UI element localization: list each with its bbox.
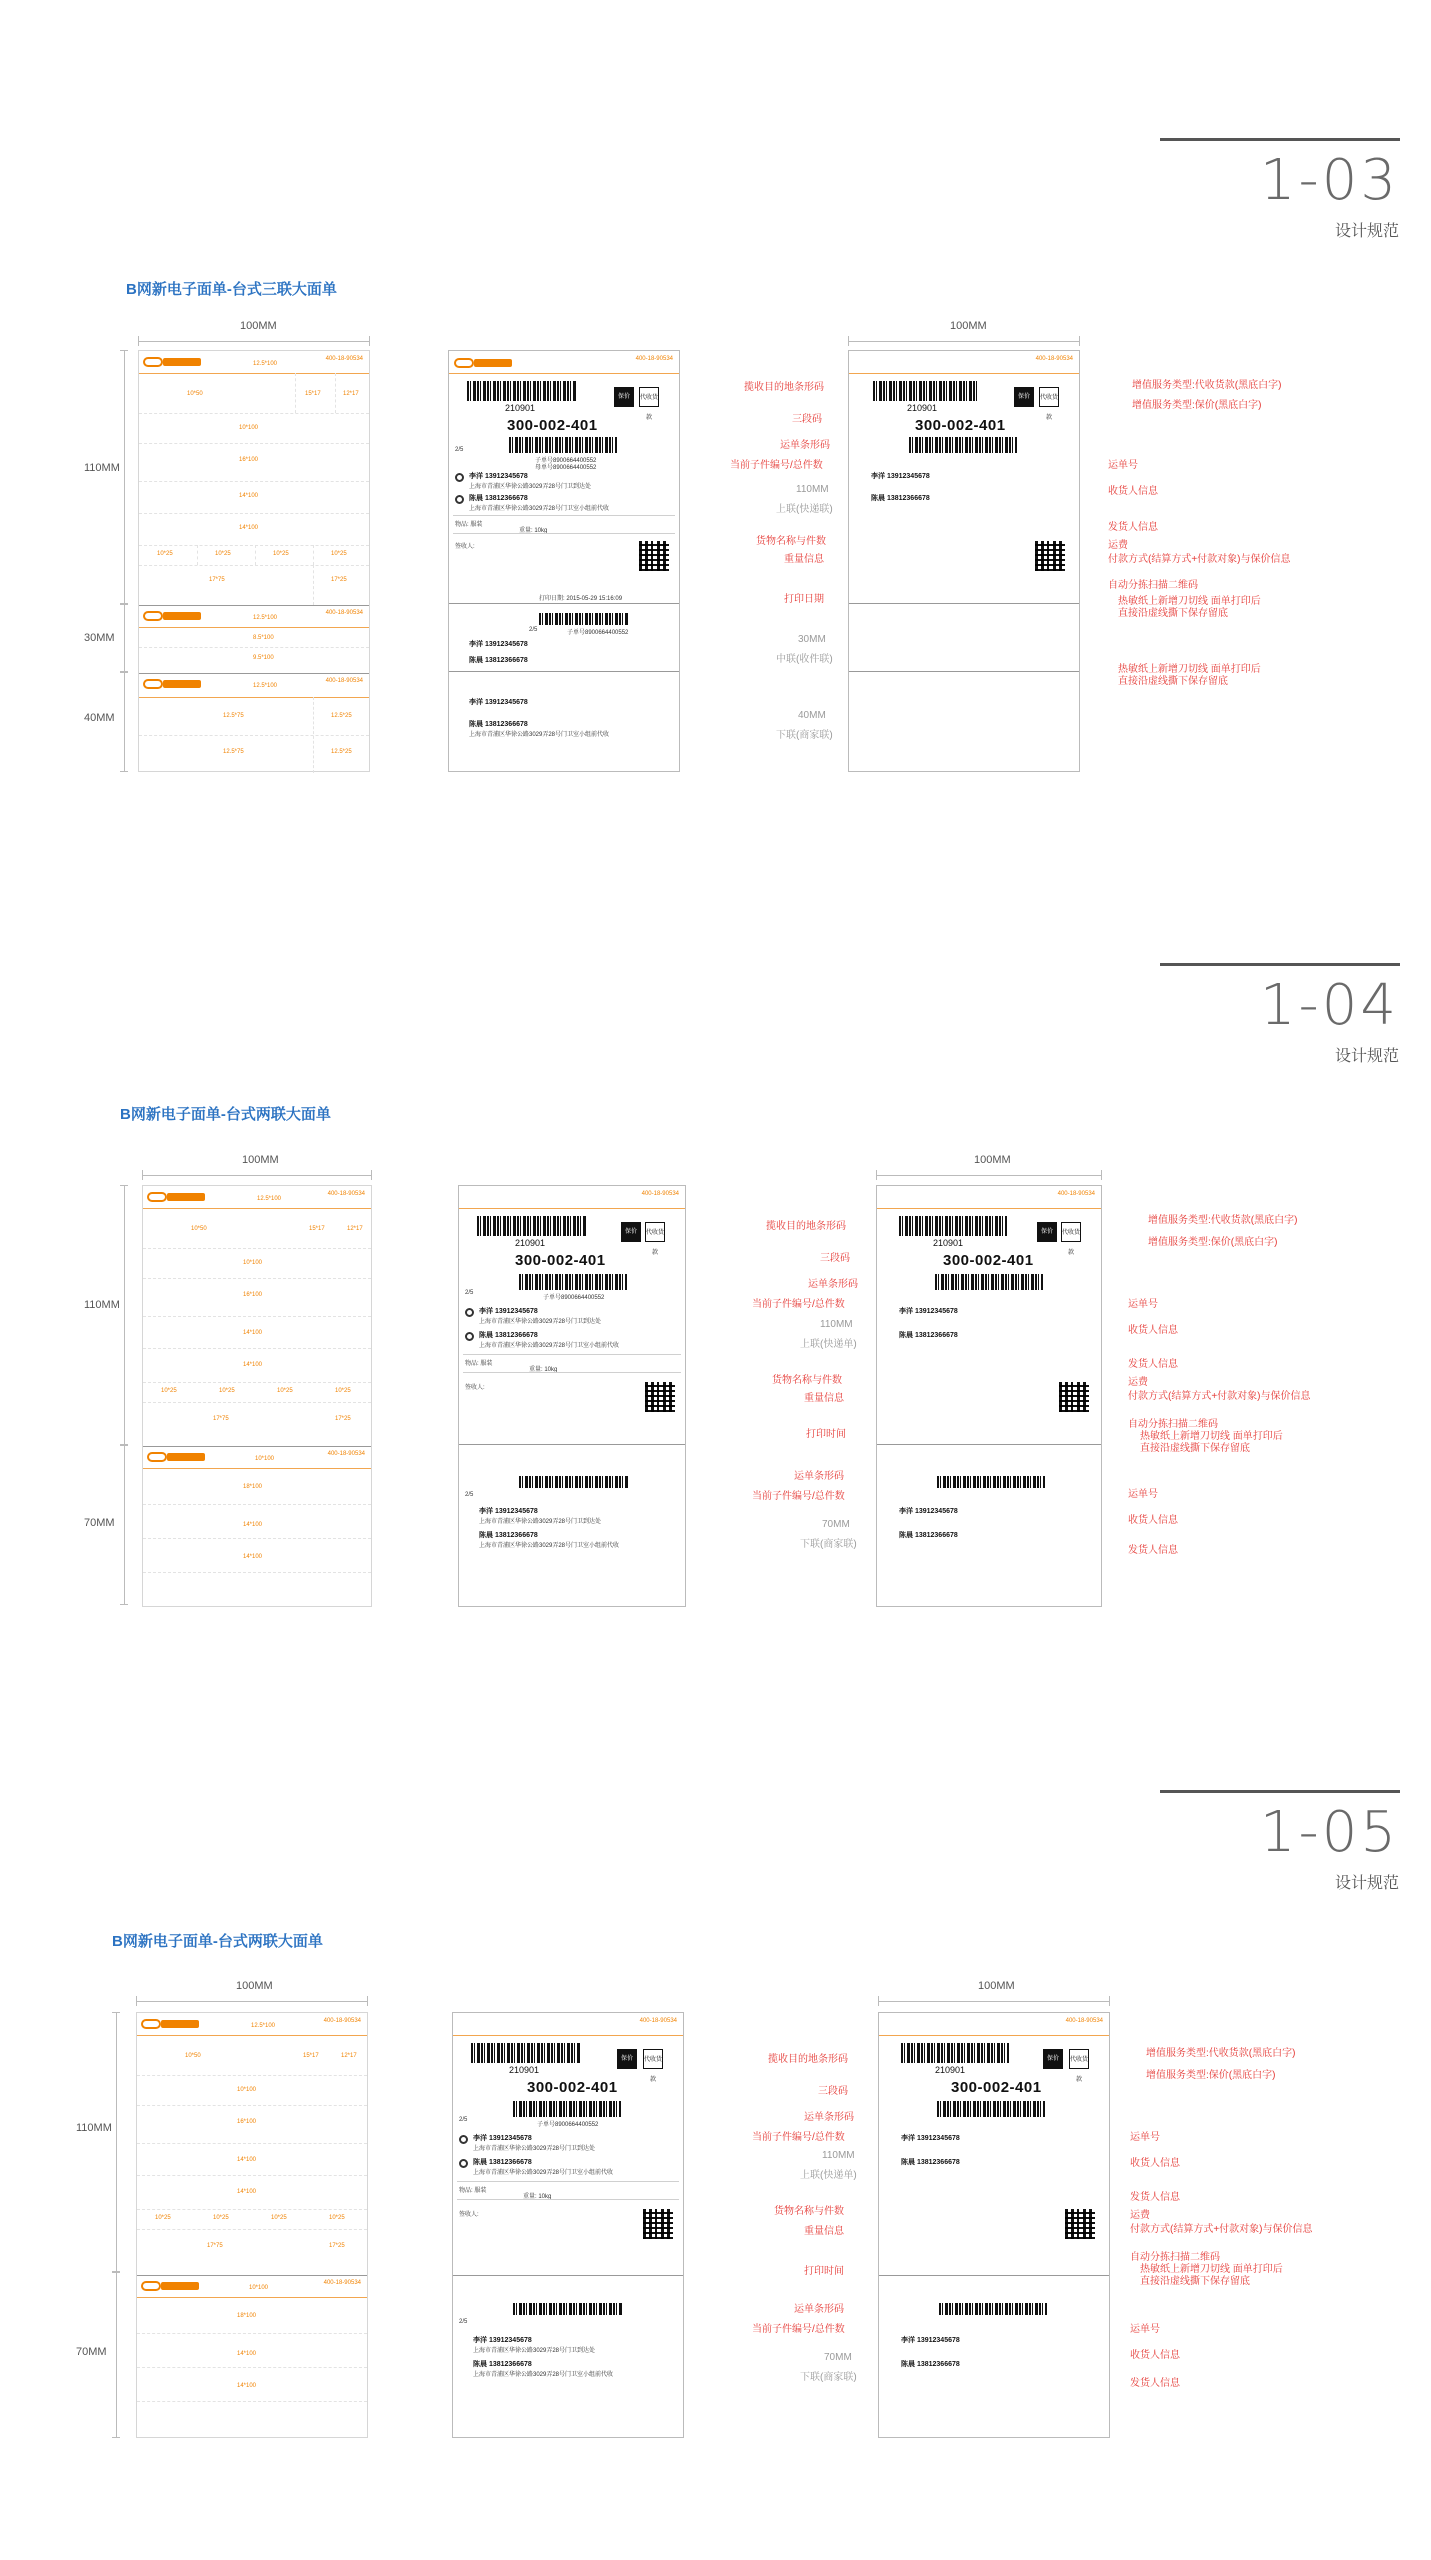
waybill-sub: 子单号8900664400552 xyxy=(535,458,597,464)
annotation-right: 运单号 xyxy=(1108,460,1138,471)
spec-cell: 10*25 xyxy=(273,551,289,557)
annotation-right: 付款方式(结算方式+付款对象)与保价信息 xyxy=(1108,554,1291,565)
sender-name: 陈晨 13812366678 xyxy=(469,657,528,664)
spec-cell: 17*75 xyxy=(209,577,225,583)
destination-code: 210901 xyxy=(505,403,536,413)
waybill-sub: 子单号8900664400552 xyxy=(567,630,629,636)
part-label: 中联(收件联) xyxy=(776,654,833,665)
spec-cell: 12*17 xyxy=(343,391,359,397)
section-number: 1-05 xyxy=(1259,1800,1399,1865)
cod-tag: 代收货款 xyxy=(639,387,659,407)
width-label: 100MM xyxy=(950,320,987,332)
receiver-name: 李洋 13912345678 xyxy=(469,641,528,648)
width-dimension xyxy=(138,336,370,346)
height-dimension-1 xyxy=(120,350,128,604)
spec-cell: 14*100 xyxy=(239,525,259,531)
sender-name: 陈晨 13812366678 xyxy=(469,721,528,728)
annotation-right: 收货人信息 xyxy=(1108,486,1158,497)
annotation-left: 打印日期 xyxy=(784,594,824,605)
height-label-2: 70MM xyxy=(84,1517,115,1529)
part-label: 110MM xyxy=(796,484,829,495)
spec-cell: 12.5*25 xyxy=(331,749,352,755)
section-subtitle: 设计规范 xyxy=(1334,223,1399,240)
hotline: 400-18-90534 xyxy=(635,356,673,362)
print-date: 打印日期: 2015-05-29 15:16:09 xyxy=(539,596,623,602)
section-1-04: 1-04 设计规范 B网新电子面单-台式两联大面单 100MM 110MM 70MM 400-18-90534 12.5*100 10*50 15*17 12*17 10*100 16*100 14*100 14*100 10*25 10*25 10*25 10*25 17*75 17*25 400-18-90534 10*100 18*100 14*100 14*100 400-18-90534 210901 保价 代收货款 300-002-401 2/5 子单号8900664400552 李洋 13912345678 上海市青浦区华徐公路3029弄28号门卫到达处 陈晨 13812366678 上海市青浦区华徐公路3029弄28号门卫室小组前代收 物品: 服装 重量: 10kg 签收人: 2/5 李洋 13912345678 上海市青浦区华徐公路3029弄28号门卫到达处 陈晨 13812366678 上海市青浦区华徐公路3029弄28号门卫室小组前代收 100MM 400-18-90534 210901 保价 代收货款 300-002-401 李洋 13912345678 陈晨 13812366678 李洋 13912345678 陈晨 13812366678 110MM 上联(快递单) 70MM 下联(商家联) 揽收目的地条形码 三段码 运单条形码 当前子件编号/总件数 货物名称与件数 重量信息 打印时间 运单条形码 当前子件编号/总件数 增值服务类型:代收货款(黑底白字) 增值服务类型:保价(黑底白字) 运单号 收货人信息 发货人信息 运费 付款方式(结算方式+付款对象)与保价信息 自动分拣扫描二维码 热敏纸上新增刀切线 面单打印后直接沿虚线撕下保存留底 运单号 收货人信息 发货人信息 xyxy=(0,825,1431,1655)
spec-cell: 12.5*75 xyxy=(223,713,244,719)
spec-cell: 10*25 xyxy=(331,551,347,557)
spec-cell: 8.5*100 xyxy=(253,635,274,641)
annotation-left: 三段码 xyxy=(792,414,822,425)
insured-tag: 保价 xyxy=(614,387,634,407)
height-label-2: 30MM xyxy=(84,632,115,644)
spec-cell: 15*17 xyxy=(305,391,321,397)
section-title: B网新电子面单-台式两联大面单 xyxy=(112,1933,323,1950)
receiver-address: 上海市青浦区华徐公路3029弄28号门卫到达处 xyxy=(469,484,592,490)
location-pin-icon xyxy=(455,473,464,482)
hotline: 400-18-90534 xyxy=(325,610,363,616)
width-dimension xyxy=(142,1170,372,1180)
waybill-barcode xyxy=(509,437,617,453)
part-label: 30MM xyxy=(798,634,826,645)
spec-cell: 12.5*75 xyxy=(223,749,244,755)
brand-logo xyxy=(143,355,201,369)
section-subtitle: 设计规范 xyxy=(1334,1048,1399,1065)
weight-info: 重量: 10kg xyxy=(519,528,548,534)
annotation-left: 当前子件编号/总件数 xyxy=(730,460,823,471)
width-label: 100MM xyxy=(240,320,277,332)
part-label: 40MM xyxy=(798,710,826,721)
goods-info: 物品: 服装 xyxy=(455,522,483,528)
spec-cell: 14*100 xyxy=(239,493,259,499)
height-dimension-3 xyxy=(120,672,128,772)
receiver-name: 李洋 13912345678 xyxy=(469,473,528,480)
section-subtitle: 设计规范 xyxy=(1334,1875,1399,1892)
height-label-3: 40MM xyxy=(84,712,115,724)
spec-cell: 12.5*25 xyxy=(331,713,352,719)
section-1-05: 1-05 设计规范 B网新电子面单-台式两联大面单 100MM 110MM 70MM 400-18-90534 12.5*100 10*50 15*17 12*17 10*100 16*100 14*100 14*100 10*25 10*25 10*25 10*25 17*75 17*25 400-18-90534 10*100 18*100 14*100 14*100 400-18-90534 210901 保价 代收货款 300-002-401 2/5 子单号8900664400552 李洋 13912345678 上海市青浦区华徐公路3029弄28号门卫到达处 陈晨 13812366678 上海市青浦区华徐公路3029弄28号门卫室小组前代收 物品: 服装 重量: 10kg 签收人: 2/5 李洋 13912345678 上海市青浦区华徐公路3029弄28号门卫到达处 陈晨 13812366678 上海市青浦区华徐公路3029弄28号门卫室小组前代收 100MM 400-18-90534 210901 保价 代收货款 300-002-401 李洋 13912345678 陈晨 13812366678 李洋 13912345678 陈晨 13812366678 110MM 上联(快递单) 70MM 下联(商家联) 揽收目的地条形码 三段码 运单条形码 当前子件编号/总件数 货物名称与件数 重量信息 打印时间 运单条形码 当前子件编号/总件数 增值服务类型:代收货款(黑底白字) 增值服务类型:保价(黑底白字) 运单号 收货人信息 发货人信息 运费 付款方式(结算方式+付款对象)与保价信息 自动分拣扫描二维码 热敏纸上新增刀切线 面单打印后直接沿虚线撕下保存留底 运单号 收货人信息 发货人信息 xyxy=(0,1652,1431,2482)
part-label: 下联(商家联) xyxy=(776,730,833,741)
sender-address: 上海市青浦区华徐公路3029弄28号门卫室小组前代收 xyxy=(469,506,610,512)
section-rule xyxy=(1160,138,1400,141)
destination-barcode xyxy=(467,381,577,401)
hotline: 400-18-90534 xyxy=(1035,356,1073,362)
width-dimension xyxy=(848,336,1080,346)
part-label: 上联(快递联) xyxy=(776,504,833,515)
section-title: B网新电子面单-台式三联大面单 xyxy=(126,281,337,298)
waybill-mother: 母单号8900664400552 xyxy=(535,465,597,471)
brand-logo xyxy=(143,677,201,691)
spec-cell: 12.5*100 xyxy=(253,615,278,621)
spec-cell: 17*25 xyxy=(331,577,347,583)
label-annotated: 400-18-90534 210901 保价 代收货款 300-002-401 李洋 13912345678 陈晨 13812366678 李洋 13912345678 陈晨 13812366678 xyxy=(878,2012,1110,2438)
hotline: 400-18-90534 xyxy=(325,678,363,684)
height-label-1: 110MM xyxy=(84,1299,120,1311)
spec-cell: 10*25 xyxy=(215,551,231,557)
hotline: 400-18-90534 xyxy=(325,356,363,362)
spec-diagram: 400-18-90534 12.5*100 10*50 15*17 12*17 10*100 16*100 14*100 14*100 10*25 10*25 10*25 10*25 17*75 17*25 400-18-90534 10*100 18*100 14*100 14*100 xyxy=(136,2012,368,2438)
label-annotated: 400-18-90534 210901 保价 代收货款 300-002-401 李洋 13912345678 陈晨 13812366678 xyxy=(848,350,1080,772)
section-title: B网新电子面单-台式两联大面单 xyxy=(120,1106,331,1123)
spec-diagram xyxy=(138,350,370,772)
spec-cell: 10*100 xyxy=(239,425,259,431)
signer-label: 签收人: xyxy=(455,544,475,550)
annotation-left: 运单条形码 xyxy=(780,440,830,451)
label-sample: 400-18-90534 210901 保价 代收货款 300-002-401 2/5 子单号8900664400552 李洋 13912345678 上海市青浦区华徐公路3029弄28号门卫到达处 陈晨 13812366678 上海市青浦区华徐公路3029弄28号门卫室小组前代收 物品: 服装 重量: 10kg 签收人: 2/5 李洋 13912345678 上海市青浦区华徐公路3029弄28号门卫到达处 陈晨 13812366678 上海市青浦区华徐公路3029弄28号门卫室小组前代收 xyxy=(452,2012,684,2438)
location-pin-icon xyxy=(455,495,464,504)
annotation-right: 增值服务类型:代收货款(黑底白字) xyxy=(1132,380,1282,391)
annotation-left: 货物名称与件数 xyxy=(756,536,826,547)
annotation-right: 增值服务类型:保价(黑底白字) xyxy=(1132,400,1262,411)
spec-cell: 16*100 xyxy=(239,457,259,463)
sender-name: 陈晨 13812366678 xyxy=(469,495,528,502)
brand-logo xyxy=(143,609,201,623)
piece-count: 2/5 xyxy=(455,447,464,453)
annotation-left: 揽收目的地条形码 xyxy=(744,382,824,393)
height-label-1: 110MM xyxy=(84,462,120,474)
width-label: 100MM xyxy=(242,1154,279,1166)
section-number: 1-03 xyxy=(1259,148,1399,213)
annotation-right: 热敏纸上新增刀切线 面单打印后直接沿虚线撕下保存留底 xyxy=(1118,664,1261,687)
piece-count: 2/5 xyxy=(529,627,538,633)
annotation-right: 运费 xyxy=(1108,540,1128,551)
annotation-right: 热敏纸上新增刀切线 面单打印后直接沿虚线撕下保存留底 xyxy=(1118,596,1261,619)
annotation-left: 重量信息 xyxy=(784,554,824,565)
label-sample xyxy=(448,350,680,772)
sender-address: 上海市青浦区华徐公路3029弄28号门卫室小组前代收 xyxy=(469,732,610,738)
section-number: 1-04 xyxy=(1259,973,1399,1038)
receiver-name: 李洋 13912345678 xyxy=(469,699,528,706)
spec-cell: 12.5*100 xyxy=(253,683,278,689)
spec-cell: 10*50 xyxy=(187,391,203,397)
spec-cell: 12.5*100 xyxy=(253,361,278,367)
annotation-right: 发货人信息 xyxy=(1108,522,1158,533)
spec-cell: 9.5*100 xyxy=(253,655,274,661)
section-1-03 xyxy=(0,0,1431,830)
annotation-right: 自动分拣扫描二维码 xyxy=(1108,580,1198,591)
spec-diagram: 400-18-90534 12.5*100 10*50 15*17 12*17 10*100 16*100 14*100 14*100 10*25 10*25 10*25 10*25 17*75 17*25 400-18-90534 10*100 18*100 14*100 14*100 xyxy=(142,1185,372,1607)
label-annotated: 400-18-90534 210901 保价 代收货款 300-002-401 李洋 13912345678 陈晨 13812366678 李洋 13912345678 陈晨 13812366678 xyxy=(876,1185,1102,1607)
spec-cell: 10*25 xyxy=(157,551,173,557)
label-sample: 400-18-90534 210901 保价 代收货款 300-002-401 2/5 子单号8900664400552 李洋 13912345678 上海市青浦区华徐公路3029弄28号门卫到达处 陈晨 13812366678 上海市青浦区华徐公路3029弄28号门卫室小组前代收 物品: 服装 重量: 10kg 签收人: 2/5 李洋 13912345678 上海市青浦区华徐公路3029弄28号门卫到达处 陈晨 13812366678 上海市青浦区华徐公路3029弄28号门卫室小组前代收 xyxy=(458,1185,686,1607)
brand-logo xyxy=(454,356,510,370)
height-dimension-2 xyxy=(120,604,128,672)
segment-code: 300-002-401 xyxy=(507,417,598,434)
qr-code xyxy=(639,541,669,571)
